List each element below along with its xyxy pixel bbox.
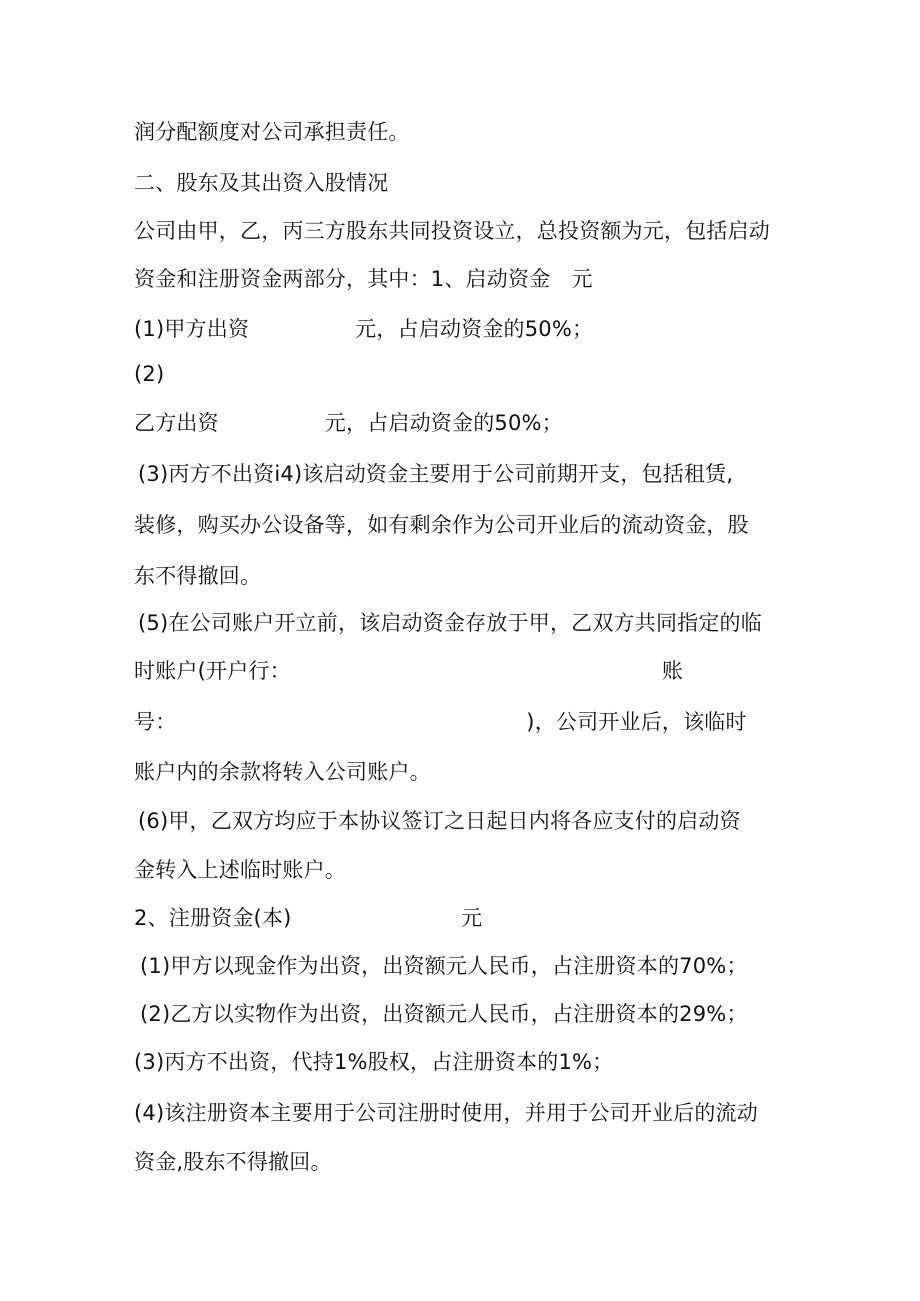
paragraph-line: (3)丙方不出资i4)该启动资金主要用于公司前期开支，包括租赁, [138, 462, 734, 486]
paragraph-line: 资金和注册资金两部分，其中：1、启动资金 元 [134, 267, 593, 291]
paragraph-line: 东不得撤回。 [134, 564, 262, 588]
paragraph-line: 润分配额度对公司承担责任。 [134, 120, 410, 144]
paragraph-line: (5)在公司账户开立前，该启动资金存放于甲，乙双方共同指定的临 [138, 611, 762, 635]
section-heading: 二、股东及其出资入股情况 [134, 171, 389, 195]
paragraph-line: 金转入上述临时账户。 [134, 858, 346, 882]
paragraph-line: (4)该注册资本主要用于公司注册时使用，并用于公司开业后的流动 [134, 1101, 758, 1125]
paragraph-line: 乙方出资 元，占启动资金的50%； [134, 411, 563, 435]
paragraph-line: 资金,股东不得撤回。 [134, 1150, 332, 1174]
paragraph-line: 时账户(开户行： 账 [134, 659, 684, 683]
paragraph-line: 账户内的余款将转入公司账户。 [134, 760, 431, 784]
paragraph-line: 装修，购买办公设备等，如有剩余作为公司开业后的流动资金，股 [134, 513, 749, 537]
paragraph-line: (6)甲，乙双方均应于本协议签订之日起日内将各应支付的启动资 [138, 809, 741, 833]
paragraph-line: 公司由甲，乙，丙三方股东共同投资设立，总投资额为元，包括启动 [134, 219, 770, 243]
paragraph-line: (1)甲方出资 元，占启动资金的50%； [134, 317, 594, 341]
section-heading: 2、注册资金(本) 元 [134, 906, 483, 930]
paragraph-line: (2) [134, 362, 165, 386]
paragraph-line: (3)丙方不出资，代持1%股权，占注册资本的1%； [134, 1050, 614, 1074]
paragraph-line: (1)甲方以现金作为出资，出资额元人民币，占注册资本的70%； [140, 954, 748, 978]
paragraph-line: (2)乙方以实物作为出资，出资额元人民币，占注册资本的29%； [140, 1002, 748, 1026]
paragraph-line: 号： )，公司开业后，该临时 [134, 710, 747, 734]
